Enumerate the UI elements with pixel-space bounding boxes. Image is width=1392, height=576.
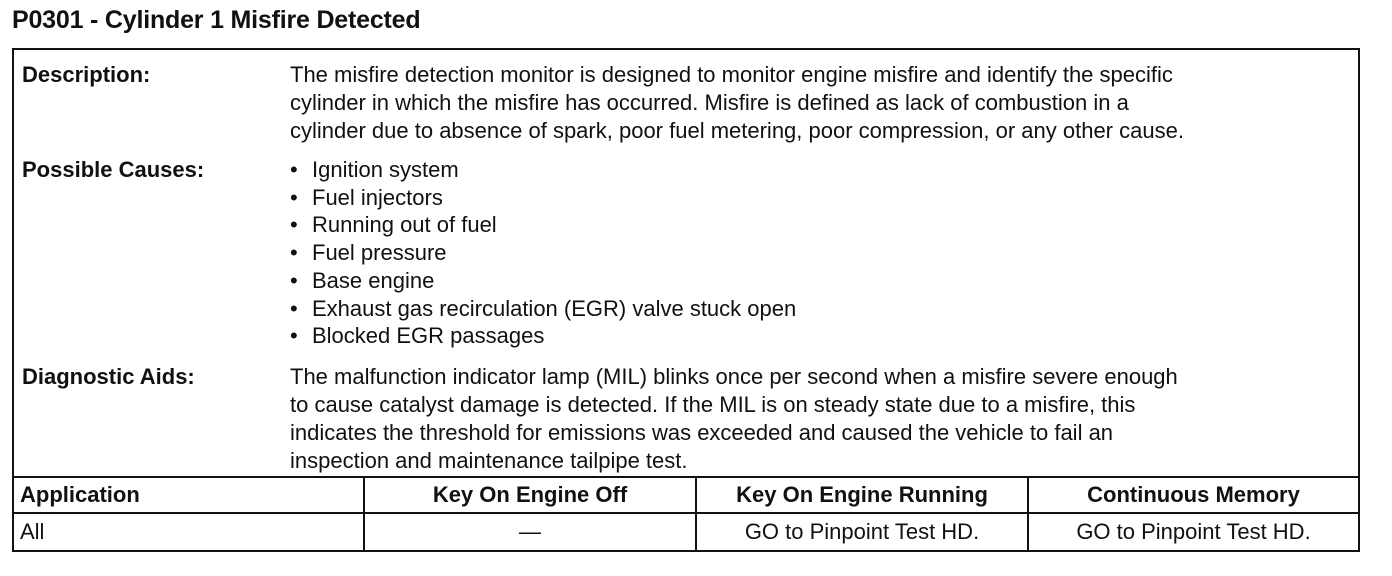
list-item: • Base engine (290, 267, 435, 293)
column-header-application: Application (14, 477, 364, 513)
application-table (14, 476, 1358, 550)
description-line: The misfire detection monitor is designed to monitor engine misfire and identify the specific (290, 62, 1173, 87)
diagnostic-info-box (12, 48, 1360, 552)
list-item: • Running out of fuel (290, 212, 497, 238)
possible-causes-label: Possible Causes: (22, 157, 205, 182)
table-row (14, 513, 1358, 550)
application-cell: All (14, 513, 364, 550)
table-header-row (14, 477, 1358, 513)
diagnostic-aids-label: Diagnostic Aids: (22, 364, 195, 389)
key-on-engine-running-cell: GO to Pinpoint Test HD. (696, 513, 1028, 550)
page-title: P0301 - Cylinder 1 Misfire Detected (12, 6, 421, 34)
description-line: cylinder due to absence of spark, poor fuel metering, poor compression, or any other cause. (290, 118, 1184, 143)
bullet-icon: • (290, 240, 298, 266)
description-label: Description: (22, 62, 151, 87)
bullet-icon: • (290, 157, 298, 182)
list-item: • Ignition system (290, 157, 459, 182)
continuous-memory-cell: GO to Pinpoint Test HD. (1028, 513, 1358, 550)
column-header-key-on-engine-running: Key On Engine Running (696, 477, 1028, 513)
diagnostic-aids-text (290, 363, 1350, 475)
bullet-icon: • (290, 267, 298, 293)
column-header-key-on-engine-off: Key On Engine Off (364, 477, 696, 513)
diagnostic-aids-line: inspection and maintenance tailpipe test. (290, 448, 688, 473)
list-item: • Blocked EGR passages (290, 323, 545, 349)
bullet-icon: • (290, 323, 298, 349)
diagnostic-aids-line: indicates the threshold for emissions was exceeded and caused the vehicle to fail an (290, 420, 1114, 445)
list-item: • Fuel injectors (290, 184, 443, 210)
description-line: cylinder in which the misfire has occurred. Misfire is defined as lack of combustion in a (290, 90, 1129, 115)
bullet-icon: • (290, 295, 298, 321)
diagnostic-aids-line: The malfunction indicator lamp (MIL) blinks once per second when a misfire severe enough (290, 364, 1178, 389)
info-section (14, 50, 1358, 476)
bullet-icon: • (290, 184, 298, 210)
column-header-continuous-memory: Continuous Memory (1028, 477, 1358, 513)
list-item: • Exhaust gas recirculation (EGR) valve stuck open (290, 295, 797, 321)
possible-causes-list (290, 156, 796, 350)
list-item: • Fuel pressure (290, 240, 447, 266)
description-text (290, 61, 1350, 145)
bullet-icon: • (290, 212, 298, 238)
diagnostic-aids-line: to cause catalyst damage is detected. If the MIL is on steady state due to a misfire, this (290, 392, 1136, 417)
key-on-engine-off-cell: — (364, 513, 696, 550)
